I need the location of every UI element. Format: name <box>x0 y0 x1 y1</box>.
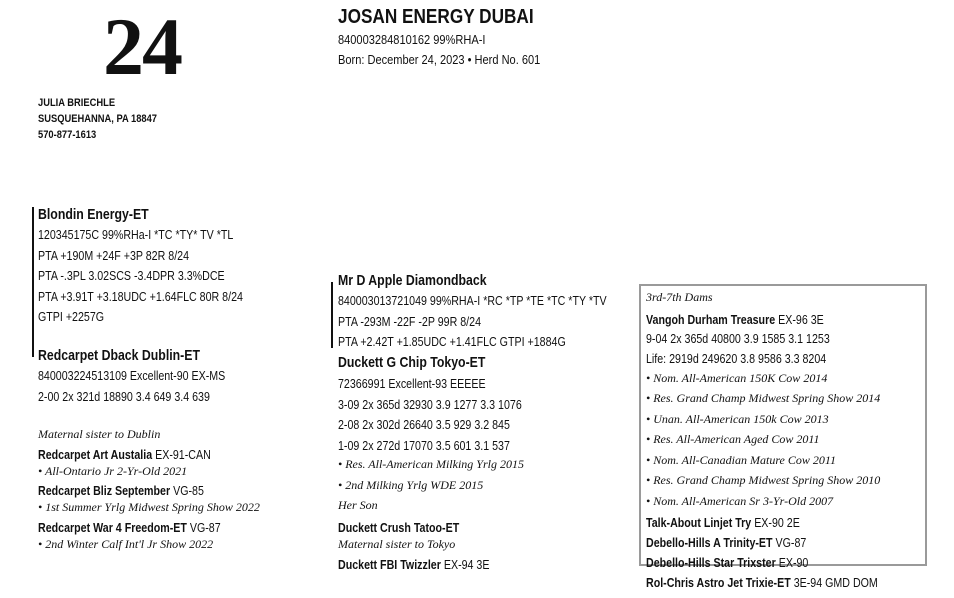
dam-note: • Res. All-American Aged Cow 2011 <box>646 432 820 446</box>
animal-registration: 840003284810162 99%RHA-I <box>338 32 486 47</box>
dams-box-content <box>646 289 929 593</box>
damsire-line: 840003013721049 99%RHA-I *RC *TP *TE *TC *TY *TV <box>338 293 607 308</box>
dams-heading: 3rd-7th Dams <box>646 290 713 304</box>
dam-note: • Res. Grand Champ Midwest Spring Show 2014 <box>646 391 881 405</box>
sister-note: • 1st Summer Yrlg Midwest Spring Show 2022 <box>38 500 260 514</box>
sire-line: 120345175C 99%RHa-I *TC *TY* TV *TL <box>38 227 234 242</box>
pedigree-bracket-damsire <box>331 282 333 348</box>
sister-entry: Duckett FBI Twizzler EX-94 3E <box>338 556 490 572</box>
granddam-note: • Res. All-American Milking Yrlg 2015 <box>338 457 524 471</box>
dam-note: • Nom. All-Canadian Mature Cow 2011 <box>646 452 836 467</box>
granddam-record: 3-09 2x 365d 32930 3.9 1277 3.3 1076 <box>338 396 522 412</box>
lot-number: 24 <box>103 1 181 92</box>
dam-record: Life: 2919d 249620 3.8 9586 3.3 8204 <box>646 351 827 366</box>
son-name: Duckett Crush Tatoo-ET <box>338 519 460 535</box>
dam-entry: Debello-Hills A Trinity-ET VG-87 <box>646 535 807 550</box>
granddam-block <box>338 352 562 538</box>
sister-entry: Redcarpet Bliz September VG-85 <box>38 483 204 498</box>
dam-note: • Nom. All-American Sr 3-Yr-Old 2007 <box>646 493 834 508</box>
granddam-line: 72366991 Excellent-93 EEEEE <box>338 376 486 391</box>
dam-record: 9-04 2x 365d 40800 3.9 1585 3.1 1253 <box>646 330 830 346</box>
consignor-phone: 570-877-1613 <box>38 129 97 141</box>
pedigree-bracket-sire <box>32 207 34 357</box>
dam-entry: Talk-About Linjet Try EX-90 2E <box>646 515 800 530</box>
animal-born: Born: December 24, 2023 • Herd No. 601 <box>338 52 541 67</box>
sister-note: • All-Ontario Jr 2-Yr-Old 2021 <box>38 463 188 478</box>
granddam-note: • 2nd Milking Yrlg WDE 2015 <box>338 477 484 492</box>
animal-name: JOSAN ENERGY DUBAI <box>338 6 534 28</box>
dam-note: • Res. Grand Champ Midwest Spring Show 2010 <box>646 473 881 487</box>
damsire-block <box>338 270 666 353</box>
sire-name: Blondin Energy-ET <box>38 206 149 223</box>
sire-line: GTPI +2257G <box>38 309 105 324</box>
damsire-line: PTA +2.42T +1.85UDC +1.41FLC GTPI +1884G <box>338 334 566 349</box>
dam-entry: Debello-Hills Star Trixster EX-90 <box>646 555 809 570</box>
sister-entry: Redcarpet War 4 Freedom-ET VG-87 <box>38 519 221 535</box>
granddam-record: 2-08 2x 302d 26640 3.5 929 3.2 845 <box>338 417 510 432</box>
dam-name: Redcarpet Dback Dublin-ET <box>38 347 200 364</box>
consignor-name: JULIA BRIECHLE <box>38 97 116 109</box>
dam-note: • Unan. All-American 150k Cow 2013 <box>646 411 829 426</box>
consignor-address: SUSQUEHANNA, PA 18847 <box>38 113 157 125</box>
dam-block <box>38 345 266 407</box>
maternal-sisters-dublin <box>38 426 261 556</box>
maternal-heading: Maternal sister to Dublin <box>38 427 161 441</box>
dam-line: 2-00 2x 321d 18890 3.4 649 3.4 639 <box>38 388 210 404</box>
maternal-heading: Maternal sister to Tokyo <box>338 537 456 551</box>
sire-block <box>38 204 288 328</box>
consignor-info <box>38 95 178 143</box>
son-heading: Her Son <box>338 498 378 512</box>
sire-line: PTA -.3PL 3.02SCS -3.4DPR 3.3%DCE <box>38 268 225 283</box>
sire-line: PTA +3.91T +3.18UDC +1.64FLC 80R 8/24 <box>38 288 243 304</box>
damsire-line: PTA -293M -22F -2P 99R 8/24 <box>338 313 482 329</box>
dam-entry: Rol-Chris Astro Jet Trixie-ET 3E-94 GMD DOM <box>646 575 878 590</box>
sister-note: • 2nd Winter Calf Int'l Jr Show 2022 <box>38 536 214 551</box>
maternal-sister-tokyo <box>338 536 523 573</box>
sire-line: PTA +190M +24F +3P 82R 8/24 <box>38 247 190 263</box>
dam-note: • Nom. All-American 150K Cow 2014 <box>646 370 828 385</box>
dam-entry: Vangoh Durham Treasure EX-96 3E <box>646 311 824 327</box>
granddam-record: 1-09 2x 272d 17070 3.5 601 3.1 537 <box>338 437 510 453</box>
dam-line: 840003224513109 Excellent-90 EX-MS <box>38 368 226 383</box>
sister-entry: Redcarpet Art Austalia EX-91-CAN <box>38 446 211 462</box>
damsire-name: Mr D Apple Diamondback <box>338 272 487 289</box>
granddam-name: Duckett G Chip Tokyo-ET <box>338 354 486 371</box>
